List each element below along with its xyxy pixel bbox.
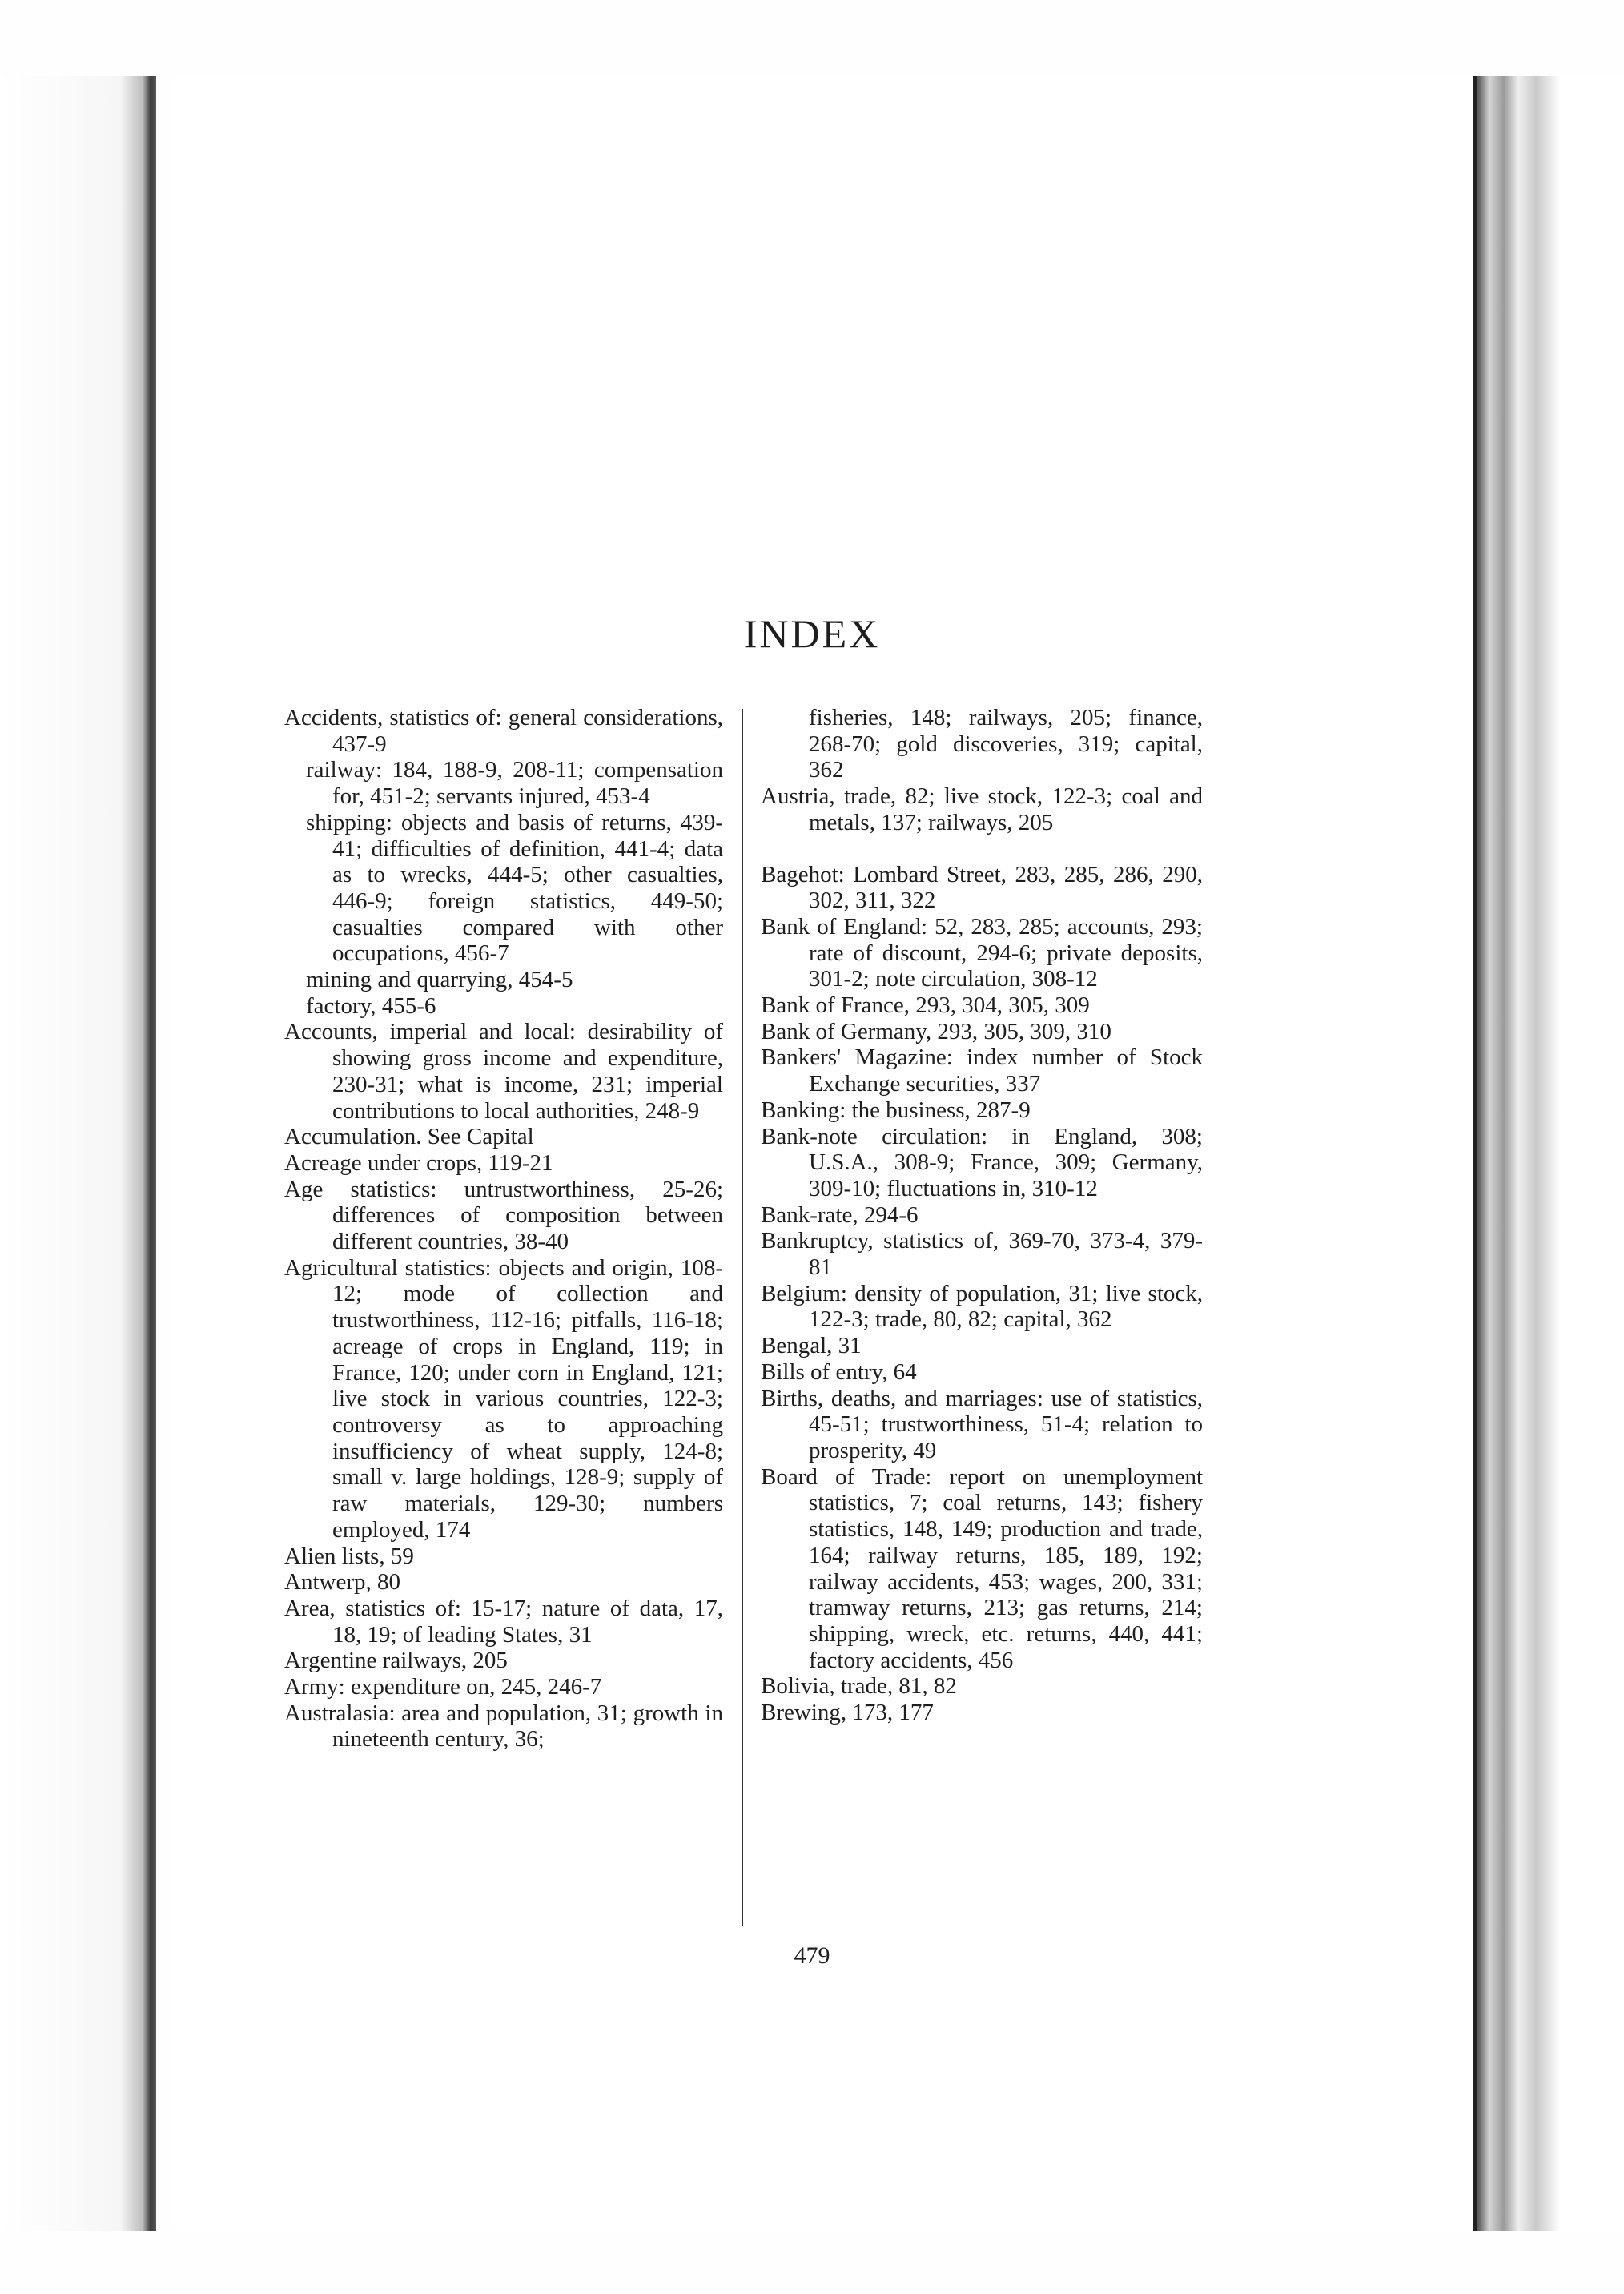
index-entry: Bolivia, trade, 81, 82 <box>761 1673 957 1700</box>
index-entry: Argentine railways, 205 <box>284 1648 508 1674</box>
index-entry: Brewing, 173, 177 <box>761 1700 934 1726</box>
index-subentry: mining and quarrying, 454-5 <box>306 967 573 993</box>
index-entry: Bengal, 31 <box>761 1333 862 1359</box>
index-entry: Australasia: area and population, 31; growth in nineteenth century, 36; <box>284 1700 723 1753</box>
index-entry: Bankers' Magazine: index number of Stock Exchange securities, 337 <box>761 1044 1203 1097</box>
right-page-edge <box>1472 76 1624 2231</box>
index-entry: Births, deaths, and marriages: use of statistics, 45-51; trustworthiness, 51-4; relation to prosperity, 49 <box>761 1385 1203 1463</box>
index-entry: Acreage under crops, 119-21 <box>284 1149 553 1176</box>
index-subentry: shipping: objects and basis of returns, 439-41; difficulties of definition, 441-4; data as to wrecks, 444-5; other casualties, 446-9; foreign statistics, 449-50; casualties compared with other occupations, 456-7 <box>306 809 723 967</box>
index-entry: Age statistics: untrustworthiness, 25-26; differences of composition between different countries, 38-40 <box>284 1176 723 1255</box>
index-entry: Bankruptcy, statistics of, 369-70, 373-4, 379-81 <box>761 1228 1203 1281</box>
index-entry: Area, statistics of: 15-17; nature of data, 17, 18, 19; of leading States, 31 <box>284 1595 723 1648</box>
index-entry: Bank of Germany, 293, 305, 309, 310 <box>761 1018 1111 1044</box>
index-entry: Banking: the business, 287-9 <box>761 1097 1031 1123</box>
index-entry: Army: expenditure on, 245, 246-7 <box>284 1674 602 1700</box>
index-subentry: railway: 184, 188-9, 208-11; compensation for, 451-2; servants injured, 453-4 <box>306 757 723 810</box>
index-column-left <box>284 705 723 1753</box>
index-column-right <box>761 705 1203 1726</box>
index-entry: Bank-note circulation: in England, 308; U.S.A., 308-9; France, 309; Germany, 309-10; fluctuations in, 310-12 <box>761 1123 1203 1201</box>
index-entry: Accidents, statistics of: general considerations, 437-9 <box>284 705 723 757</box>
index-entry: Alien lists, 59 <box>284 1543 414 1569</box>
page-title: INDEX <box>743 611 881 656</box>
index-entry: Bank of England: 52, 283, 285; accounts, 293; rate of discount, 294-6; private deposits, 301-2; note circulation, 308-12 <box>761 913 1203 992</box>
column-divider <box>742 709 743 1926</box>
index-entry: fisheries, 148; railways, 205; finance, 268-70; gold discoveries, 319; capital, 362 <box>809 705 1203 783</box>
index-entry: Board of Trade: report on unemployment statistics, 7; coal returns, 143; fishery statistics, 148, 149; production and trade, 164; railway returns, 185, 189, 192; railway accidents, 453; wages, 200, 331; tramway returns, 213; gas returns, 214; shipping, wreck, etc. returns, 440, 441; factory accidents, 456 <box>761 1463 1203 1673</box>
index-entry: Agricultural statistics: objects and origin, 108-12; mode of collection and trustworthiness, 112-16; pitfalls, 116-18; acreage of crops in England, 119; in France, 120; under corn in England, 121; live stock in various countries, 122-3; controversy as to approaching insufficiency of wheat supply, 124-8; small v. large holdings, 128-9; supply of raw materials, 129-30; numbers employed, 174 <box>284 1254 723 1543</box>
section-gap <box>761 836 1203 862</box>
index-entry: Bills of entry, 64 <box>761 1358 917 1385</box>
index-subentry: factory, 455-6 <box>306 992 436 1019</box>
index-entry: Bank of France, 293, 304, 305, 309 <box>761 992 1090 1019</box>
index-entry: Austria, trade, 82; live stock, 122-3; coal and metals, 137; railways, 205 <box>761 783 1203 835</box>
index-entry: Belgium: density of population, 31; live stock, 122-3; trade, 80, 82; capital, 362 <box>761 1280 1203 1333</box>
left-page-edge <box>0 76 156 2231</box>
index-entry: Antwerp, 80 <box>284 1569 400 1596</box>
index-entry: Bank-rate, 294-6 <box>761 1201 919 1228</box>
index-entry: Accounts, imperial and local: desirability of showing gross income and expenditure, 230-31; what is income, 231; imperial contributions to local authorities, 248-9 <box>284 1019 723 1124</box>
index-entry: Accumulation. See Capital <box>284 1124 534 1150</box>
page-number: 479 <box>794 1942 830 1969</box>
index-entry: Bagehot: Lombard Street, 283, 285, 286, 290, 302, 311, 322 <box>761 861 1203 914</box>
